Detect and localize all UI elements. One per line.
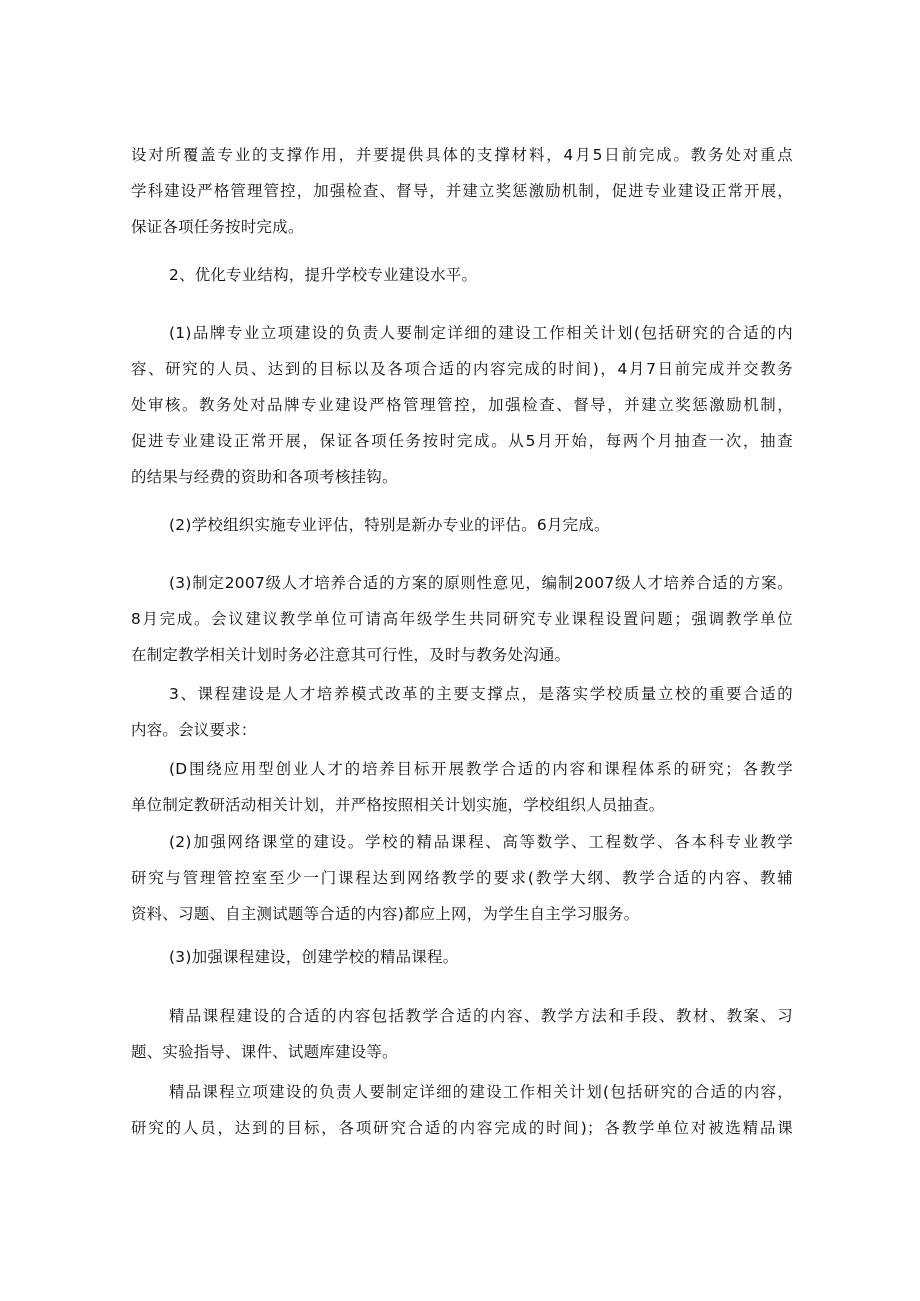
text-line: 8月完成。会议建议教学单位可请高年级学生共同研究专业课程设置问题；强调教学单位 xyxy=(131,610,793,628)
paragraph-9 xyxy=(131,998,793,1070)
text-line: 学科建设严格管理管控，加强检查、督导，并建立奖惩激励机制，促进专业建设正常开展， xyxy=(131,182,793,200)
paragraph-3 xyxy=(131,315,793,495)
text-line: 在制定教学相关计划时务必注意其可行性，及时与教务处沟通。 xyxy=(131,646,571,664)
text-line: (1)品牌专业立项建设的负责人要制定详细的建设工作相关计划(包括研究的合适的内 xyxy=(169,324,793,342)
text-line: 精品课程立项建设的负责人要制定详细的建设工作相关计划(包括研究的合适的内容， xyxy=(169,1083,793,1101)
text-line: (2)学校组织实施专业评估，特别是新办专业的评估。6月完成。 xyxy=(169,516,610,534)
text-line: 资料、习题、自主测试题等合适的内容)都应上网，为学生自主学习服务。 xyxy=(131,905,640,923)
text-line: 设对所覆盖专业的支撑作用，并要提供具体的支撑材料，4月5日前完成。教务处对重点 xyxy=(131,146,793,164)
section-heading: 2、优化专业结构，提升学校专业建设水平。 xyxy=(169,266,478,284)
text-line: 的结果与经费的资助和各项考核挂钩。 xyxy=(131,468,398,486)
text-line: (3)加强课程建设，创建学校的精品课程。 xyxy=(169,948,459,966)
text-line: 研究与管理管控室至少一门课程达到网络教学的要求(教学大纲、教学合适的内容、教辅 xyxy=(131,869,793,887)
paragraph-5 xyxy=(131,565,793,673)
paragraph-1 xyxy=(131,137,793,245)
section-heading: 3、课程建设是人才培养模式改革的主要支撑点，是落实学校质量立校的重要合适的 xyxy=(169,685,793,703)
text-line: 保证各项任务按时完成。 xyxy=(131,218,304,236)
text-line: 内容。会议要求： xyxy=(131,721,257,739)
paragraph-4 xyxy=(131,507,793,543)
text-line: 处审核。教务处对品牌专业建设严格管理管控，加强检查、督导，并建立奖惩激励机制， xyxy=(131,396,793,414)
heading-3 xyxy=(131,676,793,748)
text-line: 题、实验指导、课件、试题库建设等。 xyxy=(131,1043,398,1061)
text-line: 容、研究的人员、达到的目标以及各项合适的内容完成的时间)，4月7日前完成并交教务 xyxy=(131,360,793,378)
paragraph-8 xyxy=(131,939,793,975)
paragraph-10 xyxy=(131,1074,793,1146)
text-line: 促进专业建设正常开展，保证各项任务按时完成。从5月开始，每两个月抽查一次，抽查 xyxy=(131,432,793,450)
heading-2 xyxy=(131,257,793,293)
text-line: (D围绕应用型创业人才的培养目标开展教学合适的内容和课程体系的研究；各教学 xyxy=(169,760,793,778)
text-line: (2)加强网络课堂的建设。学校的精品课程、高等数学、工程数学、各本科专业教学 xyxy=(169,833,793,851)
text-line: 单位制定教研活动相关计划，并严格按照相关计划实施，学校组织人员抽查。 xyxy=(131,796,665,814)
paragraph-6 xyxy=(131,751,793,823)
paragraph-7 xyxy=(131,824,793,932)
text-line: (3)制定2007级人才培养合适的方案的原则性意见，编制2007级人才培养合适的方案。 xyxy=(169,574,793,592)
text-line: 研究的人员，达到的目标，各项研究合适的内容完成的时间)；各教学单位对被选精品课 xyxy=(131,1119,793,1137)
text-line: 精品课程建设的合适的内容包括教学合适的内容、教学方法和手段、教材、教案、习 xyxy=(169,1007,793,1025)
